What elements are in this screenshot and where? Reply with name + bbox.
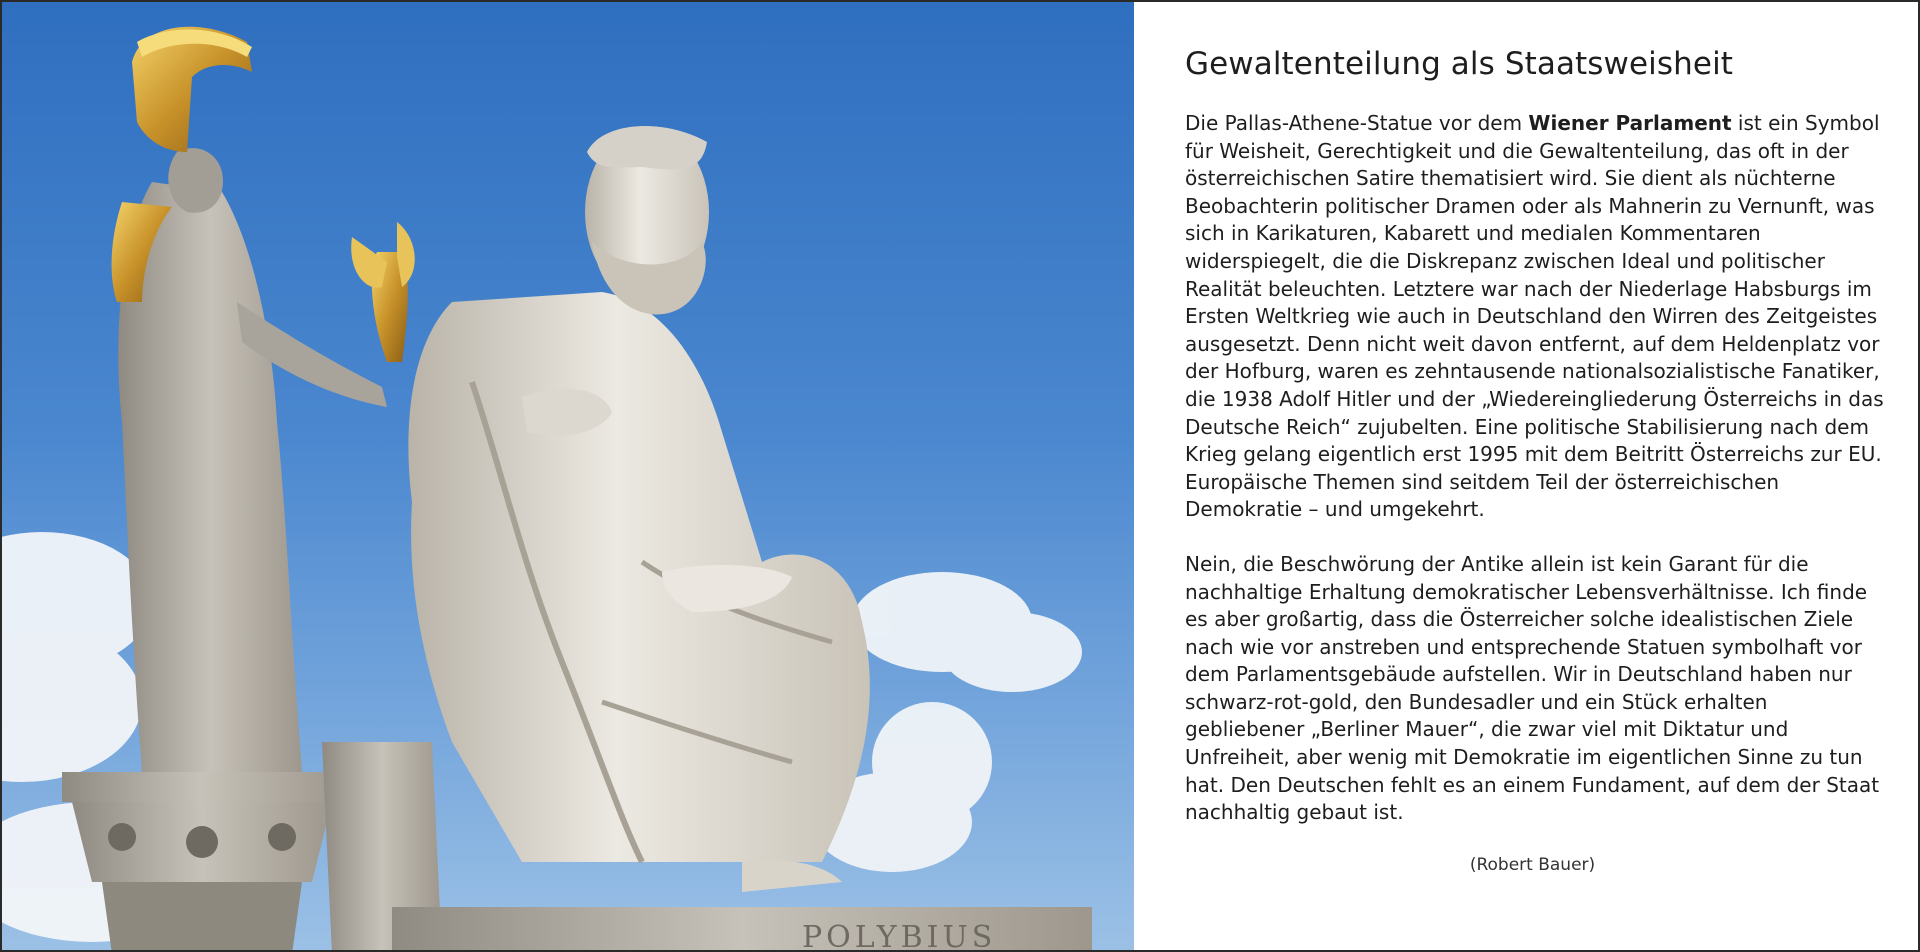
- polybius-statue: [322, 126, 1092, 952]
- paragraph-1-start: Die Pallas-Athene-Statue vor dem: [1185, 111, 1529, 135]
- pedestal-inscription: POLYBIUS: [802, 920, 997, 952]
- athena-statue: [112, 27, 415, 772]
- article-author: (Robert Bauer): [1469, 854, 1596, 875]
- wiener-parlament-emphasis: Wiener Parlament: [1528, 111, 1732, 135]
- statue-illustration: [2, 2, 1134, 952]
- article-paragraph-2: Nein, die Beschwörung der Antike allein ist kein Garant für die nachhaltige Erhaltung demokratischer Lebensverhältnisse. Ich finde es aber großartig, dass die Österreicher solche idealistischen Ziele nach wie vor anstreben und entsprechende Statuen symbolhaft vor dem Parlamentsgebäude aufstellen. Wir in Deutschland haben nur schwarz-rot-gold, den Bundesadler und ein Stück erhalten gebliebener „Berliner Mauer“, die zwar viel mit Diktatur und Unfreiheit, aber wenig mit Demokratie im eigentlichen Sinne zu tun hat. Den Deutschen fehlt es an einem Fundament, auf dem der Staat nachhaltig gebaut ist.: [1185, 551, 1880, 825]
- article-title: Gewaltenteilung als Staatsweisheit: [1185, 46, 1734, 82]
- statue-photo: [2, 2, 1134, 952]
- article-panel: [1140, 2, 1918, 950]
- paragraph-1-rest: ist ein Symbol für Weisheit, Gerechtigkeit und die Gewaltenteilung, das oft in der österreichischen Satire thematisiert wird. Sie dient als nüchterne Beobachterin politischer Dramen oder als Mahnerin zu Vernunft, was sich in Karikaturen, Kabarett und medialen Kommentaren widerspiegelt, die die Diskrepanz zwischen Ideal und politischer Realität beleuchten. Letztere war nach der Niederlage Habsburgs im Ersten Weltkrieg wie auch in Deutschland den Wirren des Zeitgeistes ausgesetzt. Denn nicht weit davon entfernt, auf dem Heldenplatz vor der Hofburg, waren es zehntausende nationalsozialistische Fanatiker, die 1938 Adolf Hitler und der „Wiedereingliederung Österreichs in das Deutsche Reich“ zujubelten. Eine politische Stabilisierung nach dem Krieg gelang eigentlich erst 1995 mit dem Beitritt Österreichs zur EU. Europäische Themen sind seitdem Teil der österreichischen Demokratie – und umgekehrt.: [1185, 111, 1884, 522]
- article-paragraph-1: [1185, 110, 1890, 524]
